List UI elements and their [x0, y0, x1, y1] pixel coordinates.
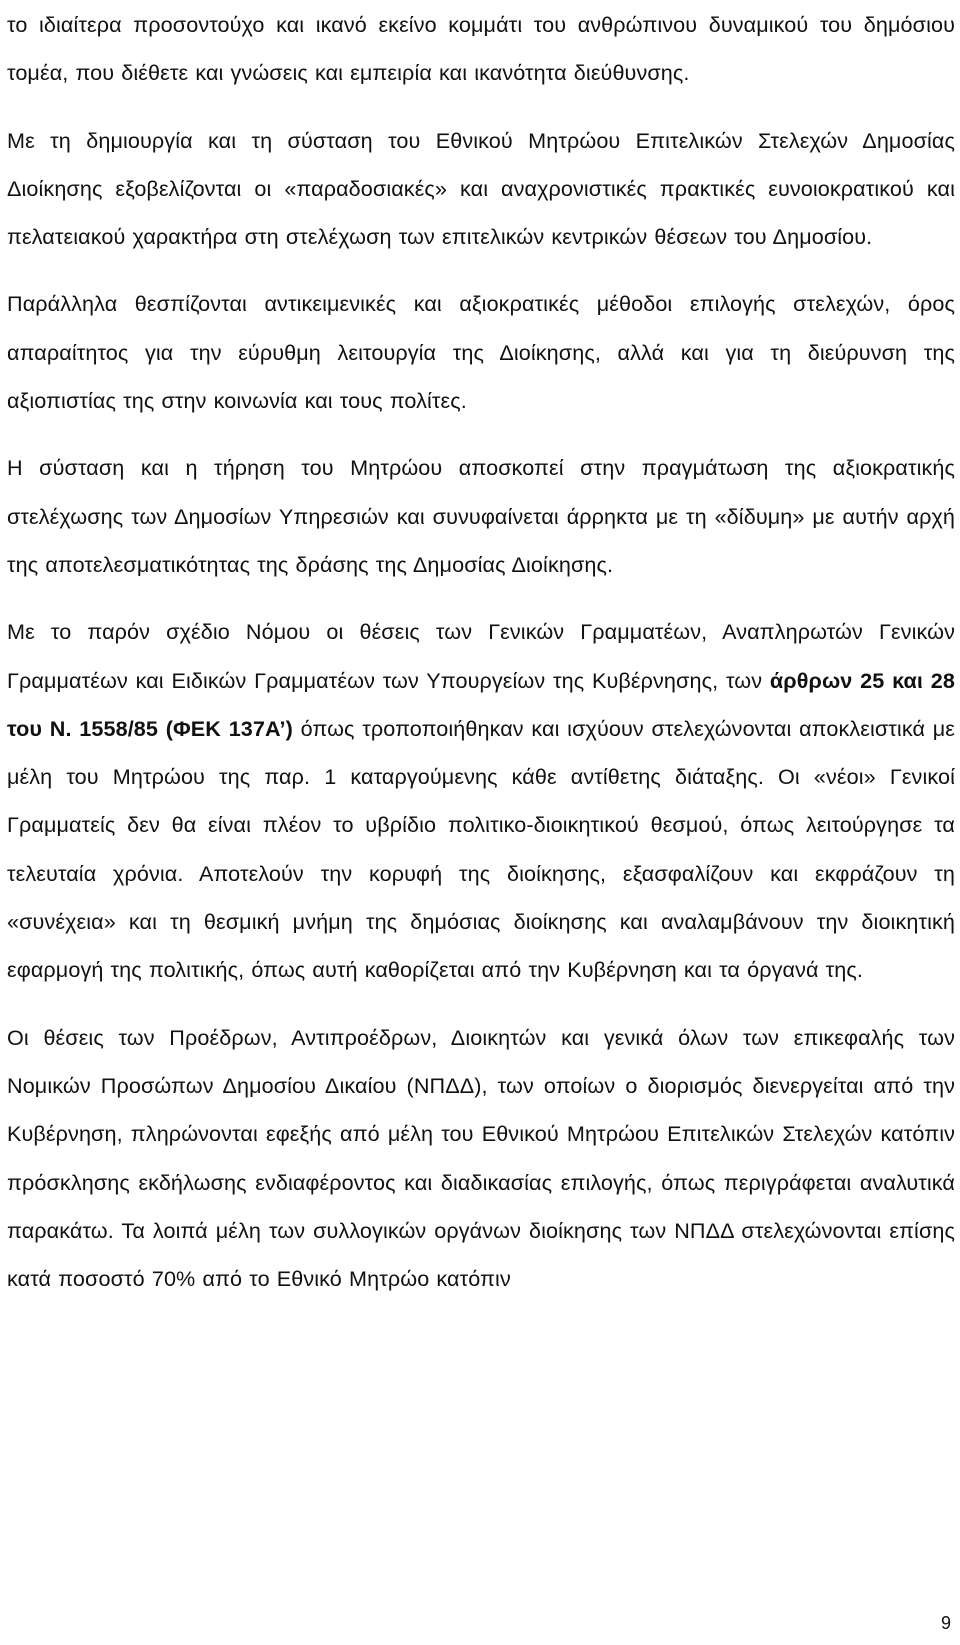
paragraph-3: Παράλληλα θεσπίζονται αντικειμενικές και αξιοκρατικές μέθοδοι επιλογής στελεχών, όρος απαραίτητος για την εύρυθμη λειτουργία της Διοίκησης, αλλά και για τη διεύρυνση της αξιοπιστίας της στην κοινωνία και τους πολίτες. — [7, 291, 955, 414]
paragraph-5 — [7, 608, 955, 994]
paragraph-2: Με τη δημιουργία και τη σύσταση του Εθνικού Μητρώου Επιτελικών Στελεχών Δημοσίας Διοίκησης εξοβελίζονται οι «παραδοσιακές» και αναχρονιστικές πρακτικές ευνοιοκρατικού και πελατειακού χαρακτήρα στη στελέχωση των επιτελικών κεντρικών θέσεων του Δημοσίου. — [7, 127, 955, 250]
paragraph-1: το ιδιαίτερα προσοντούχο και ικανό εκείνο κομμάτι του ανθρώπινου δυναμικού του δημόσιου τομέα, που διέθετε και γνώσεις και εμπειρία και ικανότητα διεύθυνσης. — [7, 12, 955, 86]
paragraph-5-text-before: Με το παρόν σχέδιο Νόμου οι θέσεις των Γενικών Γραμματέων, Αναπληρωτών Γενικών Γραμματέων και Ειδικών Γραμματέων των Υπουργείων της Κυβέρνησης, των — [7, 619, 955, 693]
paragraph-4: Η σύσταση και η τήρηση του Μητρώου αποσκοπεί στην πραγμάτωση της αξιοκρατικής στελέχωσης των Δημοσίων Υπηρεσιών και συνυφαίνεται άρρηκτα με τη «δίδυμη» με αυτήν αρχή της αποτελεσματικότητας της δράσης της Δημοσίας Διοίκησης. — [7, 455, 955, 577]
paragraph-6: Οι θέσεις των Προέδρων, Αντιπροέδρων, Διοικητών και γενικά όλων των επικεφαλής των Νομικών Προσώπων Δημοσίου Δικαίου (ΝΠΔΔ), των οποίων ο διορισμός διενεργείται από την Κυβέρνηση, πληρώνονται εφεξής από μέλη του Εθνικού Μητρώου Επιτελικών Στελεχών κατόπιν πρόσκλησης εκδήλωσης ενδιαφέροντος και διαδικασίας επιλογής, όπως περιγράφεται αναλυτικά παρακάτω. Τα λοιπά μέλη των συλλογικών οργάνων διοίκησης των ΝΠΔΔ στελεχώνονται επίσης κατά ποσοστό 70% από το Εθνικό Μητρώο κατόπιν — [7, 1024, 955, 1292]
page-number: 9 — [940, 1613, 951, 1633]
paragraph-5-text-after: όπως τροποποιήθηκαν και ισχύουν στελεχώνονται αποκλειστικά με μέλη του Μητρώου της παρ. 1 καταργούμενης κάθε αντίθετης διάταξης. Οι «νέοι» Γενικοί Γραμματείς δεν θα είναι πλέον το υβρίδιο πολιτικο-διοικητικού θεσμού, όπως λειτούργησε τα τελευταία χρόνια. Αποτελούν την κορυφή της διοίκησης, εξασφαλίζουν και εκφράζουν τη «συνέχεια» και τη θεσμική μνήμη της δημόσιας διοίκησης και αναλαμβάνουν την διοικητική εφαρμογή της πολιτικής, όπως αυτή καθορίζεται από την Κυβέρνηση και τα όργανά της. — [7, 715, 955, 983]
law-reference-bold: άρθρων 25 και 28 του Ν. 1558/85 (ΦΕΚ 137Α’) — [7, 667, 956, 741]
document-page — [7, 0, 955, 1303]
